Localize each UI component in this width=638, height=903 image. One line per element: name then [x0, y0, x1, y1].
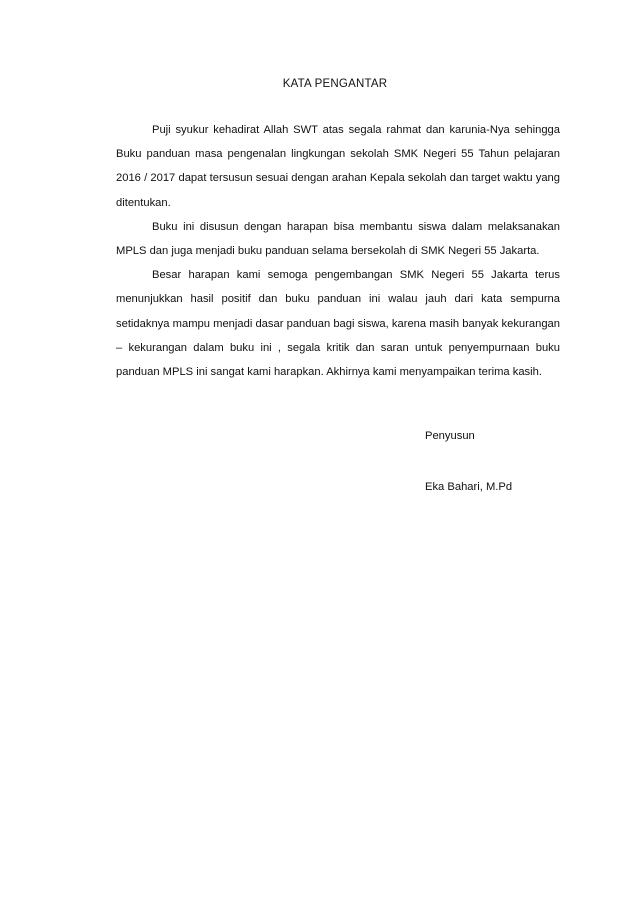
document-title: KATA PENGANTAR — [282, 78, 388, 90]
paragraph-1: Puji syukur kehadirat Allah SWT atas segala rahmat dan karunia-Nya sehingga Buku panduan masa pengenalan lingkungan sekolah SMK Negeri 55 Tahun pelajaran 2016 / 2017 dapat tersusun sesuai dengan arahan Kepala sekolah dan target waktu yang ditentukan. — [116, 124, 560, 209]
signature-name: Eka Bahari, M.Pd — [425, 481, 513, 493]
document-body — [116, 118, 560, 384]
paragraph-2: Buku ini disusun dengan harapan bisa membantu siswa dalam melaksanakan MPLS dan juga menjadi buku panduan selama bersekolah di SMK Negeri 55 Jakarta. — [116, 220, 560, 258]
paragraph-3: Besar harapan kami semoga pengembangan SMK Negeri 55 Jakarta terus menunjukkan hasil positif dan buku panduan ini walau jauh dari kata sempurna setidaknya mampu menjadi dasar panduan bagi siswa, karena masih banyak kekurangan – kekurangan dalam buku ini , segala kritik dan saran untuk penyempurnaan buku panduan MPLS ini sangat kami harapkan. Akhirnya kami menyampaikan terima kasih. — [116, 269, 560, 379]
signature-role: Penyusun — [425, 430, 475, 442]
